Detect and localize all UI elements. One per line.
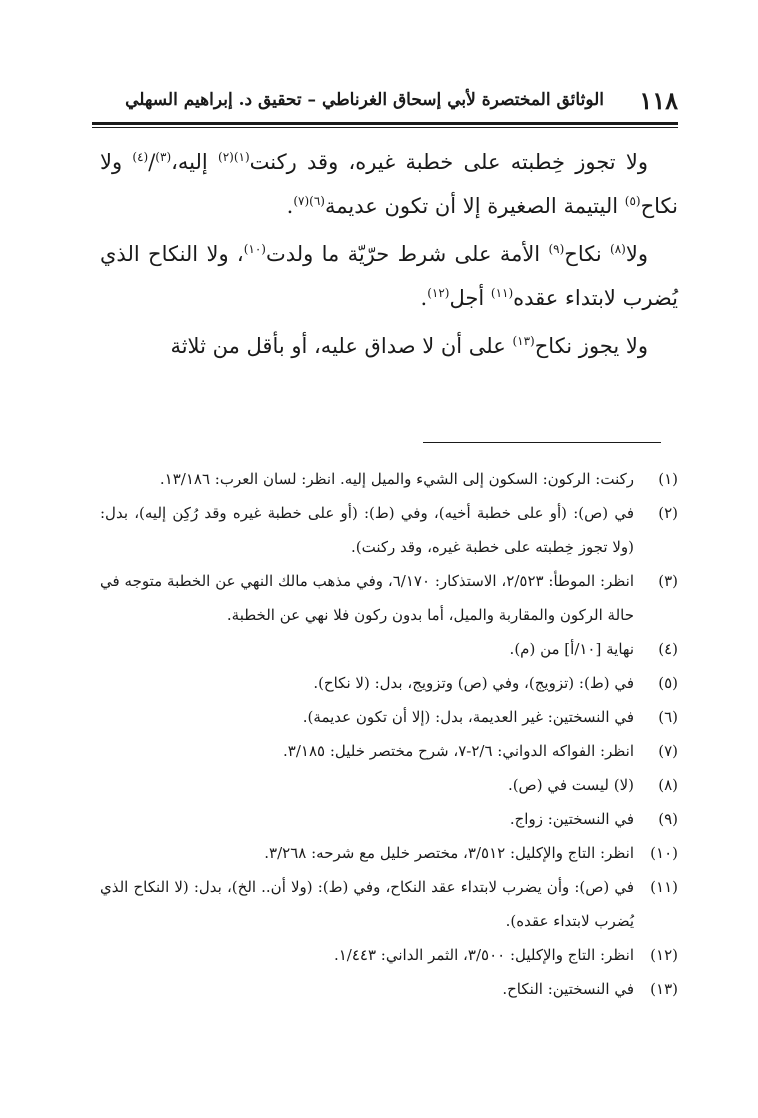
footnote-text: انظر: الموطأ: ٢/٥٢٣، الاستذكار: ٦/١٧٠، وفي مذهب مالك النهي عن الخطبة متوجه في حالة الركون والمقاربة والميل، أما بدون ركون فلا نهي عن الخطبة. [100,572,634,624]
footnote-number: (٤) [658,640,678,658]
text-run: ولا نكاح [100,150,678,218]
text-run: نكاح [564,242,611,266]
footnote-text: في (ط): (تزويج)، وفي (ص) وتزويج، بدل: (لا نكاح). [313,674,634,692]
header-rule-thin [92,127,678,128]
footnote-ref: (١٠) [243,242,266,256]
footnote-text: في النسختين: زواج. [509,810,634,828]
footnote-number: (١٢) [650,946,678,964]
text-run: على أن لا صداق عليه، أو بأقل من ثلاثة [170,334,513,358]
footnote-number: (٧) [658,742,678,760]
text-run: . [286,194,294,218]
footnote-ref: (١٢) [427,286,450,300]
main-paragraph-3 [100,324,678,368]
footnote-text: ركنت: الركون: السكون إلى الشيء والميل إليه. انظر: لسان العرب: ١٣/١٨٦. [159,470,634,488]
main-paragraph-2 [100,232,678,320]
footnote-item [100,496,678,564]
footnote-item [100,700,678,734]
footnote-number: (١٣) [650,980,678,998]
footnote-text: (لا) ليست في (ص). [507,776,634,794]
footnote-item [100,462,678,496]
footnote-item [100,768,678,802]
footnote-item [100,564,678,632]
footnote-item [100,836,678,870]
footnote-text: في النسختين: غير العديمة، بدل: (إلا أن تكون عديمة). [302,708,634,726]
footnote-ref: (١١) [490,286,514,300]
footnote-text: انظر: التاج والإكليل: ٣/٥١٢، مختصر خليل مع شرحه: ٣/٢٦٨. [264,844,634,862]
running-header [92,84,678,120]
footnote-item [100,632,678,666]
header-rule-thick [92,122,678,125]
main-paragraph-1 [100,140,678,228]
footnote-number: (٩) [658,810,678,828]
text-run: الأمة على شرط حرّيّة ما ولدت [265,242,549,266]
footnote-separator [423,442,661,443]
text-run: إليه، [171,150,219,174]
footnote-ref: (٥) [624,194,641,208]
footnote-text: انظر: التاج والإكليل: ٣/٥٠٠، الثمر الداني: ١/٤٤٣. [333,946,634,964]
page-number: ١١٨ [639,86,678,115]
footnote-ref: (٦)(٧) [293,194,325,208]
footnote-text: انظر: الفواكه الدواني: ٢/٦-٧، شرح مختصر خليل: ٣/١٨٥. [283,742,634,760]
footnote-item [100,972,678,1006]
footnote-number: (١١) [650,878,678,896]
footnote-item [100,938,678,972]
text-run: أجل [449,286,491,310]
footnote-ref: (٤) [132,150,149,164]
footnote-text: في (ص): (أو على خطبة أخيه)، وفي (ط): (أو على خطبة غيره وقد رُكِن إليه)، بدل: (ولا تجوز خِطبته على خطبة غيره، وقد ركنت). [100,504,634,556]
footnote-item [100,666,678,700]
text-run: ولا [625,242,648,266]
footnote-ref: (٨) [610,242,626,256]
footnote-ref: (٣) [155,150,172,164]
footnote-text: في (ص): وأن يضرب لابتداء عقد النكاح، وفي (ط): (ولا أن.. الخ)، بدل: (لا النكاح الذي يُضرب لابتداء عقده). [100,878,634,930]
footnote-number: (٦) [658,708,678,726]
footnotes [100,462,678,1006]
footnote-text: في النسختين: النكاح. [502,980,634,998]
footnote-number: (٣) [658,572,678,590]
text-run: ، ولا النكاح الذي يُضرب لابتداء عقده [100,242,678,310]
footnote-item [100,734,678,768]
footnote-number: (٨) [658,776,678,794]
footnote-number: (١٠) [650,844,678,862]
footnote-item [100,802,678,836]
text-run: . [420,286,428,310]
text-run: ولا يجوز نكاح [534,334,648,358]
text-run: ولا تجوز خِطبته على خطبة غيره، وقد ركنت [249,150,648,174]
footnote-item [100,870,678,938]
text-run: / [148,150,156,174]
footnote-ref: (١)(٢) [218,150,250,164]
footnote-number: (١) [658,470,678,488]
running-title: الوثائق المختصرة لأبي إسحاق الغرناطي – تحقيق د. إبراهيم السهلي [125,90,604,110]
text-run: اليتيمة الصغيرة إلا أن تكون عديمة [324,194,625,218]
footnote-ref: (٩) [548,242,565,256]
footnote-text: نهاية [١٠/أ] من (م). [509,640,634,658]
main-text [100,140,678,372]
footnote-number: (٢) [658,504,678,522]
footnote-ref: (١٣) [512,334,535,348]
footnote-number: (٥) [658,674,678,692]
